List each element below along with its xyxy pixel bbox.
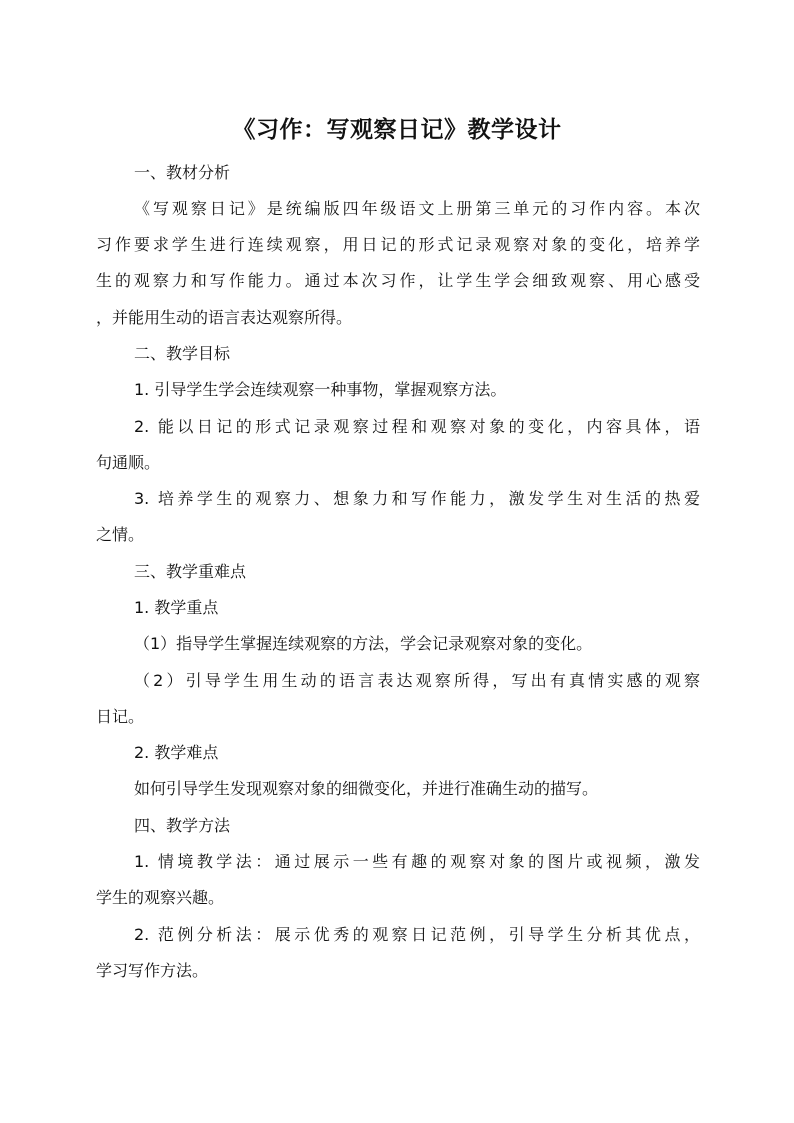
document-title: 《习作：写观察日记》教学设计 [232, 117, 562, 143]
list-item: 1. 情境教学法：通过展示一些有趣的观察对象的图片或视频，激发 [134, 852, 700, 871]
paragraph-line: 句通顺。 [96, 453, 161, 472]
paragraph-line: 习作要求学生进行连续观察，用日记的形式记录观察对象的变化，培养学 [96, 235, 700, 254]
list-item: （1）指导学生掌握连续观察的方法，学会记录观察对象的变化。 [134, 634, 593, 653]
subsection-heading: 1. 教学重点 [134, 598, 219, 617]
list-item: （2）引导学生用生动的语言表达观察所得，写出有真情实感的观察 [134, 671, 700, 690]
paragraph-line: 学生的观察兴趣。 [96, 888, 225, 907]
section-heading-materials: 一、教材分析 [134, 163, 231, 182]
list-item: 1. 引导学生学会连续观察一种事物，掌握观察方法。 [134, 380, 507, 399]
section-heading-key-points: 三、教学重难点 [134, 562, 247, 581]
paragraph-line: 学习写作方法。 [96, 961, 209, 980]
list-item: 2. 能以日记的形式记录观察过程和观察对象的变化，内容具体，语 [134, 417, 700, 436]
list-item: 3. 培养学生的观察力、想象力和写作能力，激发学生对生活的热爱 [134, 489, 700, 508]
section-heading-goals: 二、教学目标 [134, 344, 231, 363]
subsection-heading: 2. 教学难点 [134, 743, 219, 762]
paragraph-line: 如何引导学生发现观察对象的细微变化，并进行准确生动的描写。 [134, 779, 599, 798]
paragraph-line: 生的观察力和写作能力。通过本次习作，让学生学会细致观察、用心感受 [96, 271, 700, 290]
section-heading-methods: 四、教学方法 [134, 816, 231, 835]
paragraph-line: 之情。 [96, 525, 145, 544]
paragraph-line: 日记。 [96, 707, 145, 726]
paragraph-line: ，并能用生动的语言表达观察所得。 [96, 308, 353, 327]
paragraph-line: 《写观察日记》是统编版四年级语文上册第三单元的习作内容。本次 [134, 199, 700, 218]
list-item: 2. 范例分析法：展示优秀的观察日记范例，引导学生分析其优点， [134, 925, 700, 944]
